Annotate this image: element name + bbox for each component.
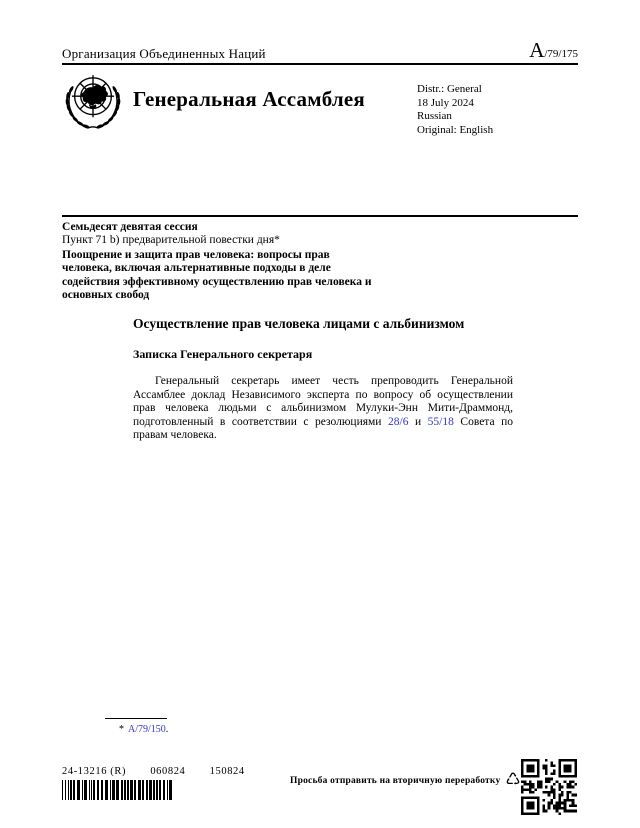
doc-symbol-letter: A <box>529 38 545 62</box>
section-rule <box>62 215 578 217</box>
resolution-link-28-6[interactable]: 28/6 <box>388 415 409 428</box>
barcode <box>62 780 176 800</box>
footnote-marker: * <box>119 724 124 735</box>
print-date-2: 150824 <box>209 766 245 777</box>
session-title: Семьдесят девятая сессия <box>62 221 198 233</box>
recycle-notice <box>290 772 521 789</box>
footnote-link[interactable]: A/79/150 <box>128 724 166 735</box>
header-rule <box>62 63 578 65</box>
job-number: 24-13216 (R) <box>62 766 127 777</box>
body-paragraph <box>133 375 513 443</box>
paragraph-text: и <box>408 415 428 428</box>
recycle-icon: ♺ <box>505 770 521 790</box>
document-subtitle: Записка Генерального секретаря <box>133 347 313 361</box>
print-date-1: 060824 <box>150 766 186 777</box>
session-block <box>62 221 376 302</box>
resolution-link-55-18[interactable]: 55/18 <box>427 415 454 428</box>
doc-symbol-number: /79/175 <box>544 48 578 60</box>
distr-date: 18 July 2024 <box>417 96 474 109</box>
distr-original: Original: English <box>417 123 494 136</box>
paragraph-text: Генеральный секретарь имеет честь препроводить Генеральной Ассамблее доклад Независимого эксперта по вопросу об осуществлении прав человека людьми с альбинизмом Мулуки-Энн Мити-Драммонд, подготовленный в соответствии с резолюциями <box>133 375 513 428</box>
footnote <box>119 724 168 735</box>
footnote-period: . <box>165 724 169 735</box>
qr-code <box>521 759 577 815</box>
distr-language: Russian <box>417 110 452 122</box>
footnote-rule <box>105 718 167 719</box>
distribution-block <box>417 83 493 137</box>
distr-line: Distr.: General <box>417 83 482 95</box>
main-content <box>133 316 513 443</box>
document-title: Осуществление прав человека лицами с альбинизмом <box>133 316 465 331</box>
paragraph-text: Совета по правам человека. <box>133 415 513 441</box>
recycle-text: Просьба отправить на вторичную переработку <box>290 775 501 786</box>
job-number-line <box>62 766 266 777</box>
organ-title: Генеральная Ассамблея <box>133 87 365 112</box>
org-name: Организация Объединенных Наций <box>62 46 266 61</box>
agenda-item: Пункт 71 b) предварительной повестки дня* <box>62 234 280 247</box>
doc-symbol <box>529 38 578 63</box>
un-emblem-icon <box>59 69 127 137</box>
agenda-title: Поощрение и защита прав человека: вопросы прав человека, включая альтернативные подходы в деле содействия эффективному осуществлению прав человека и основных свобод <box>62 248 372 302</box>
